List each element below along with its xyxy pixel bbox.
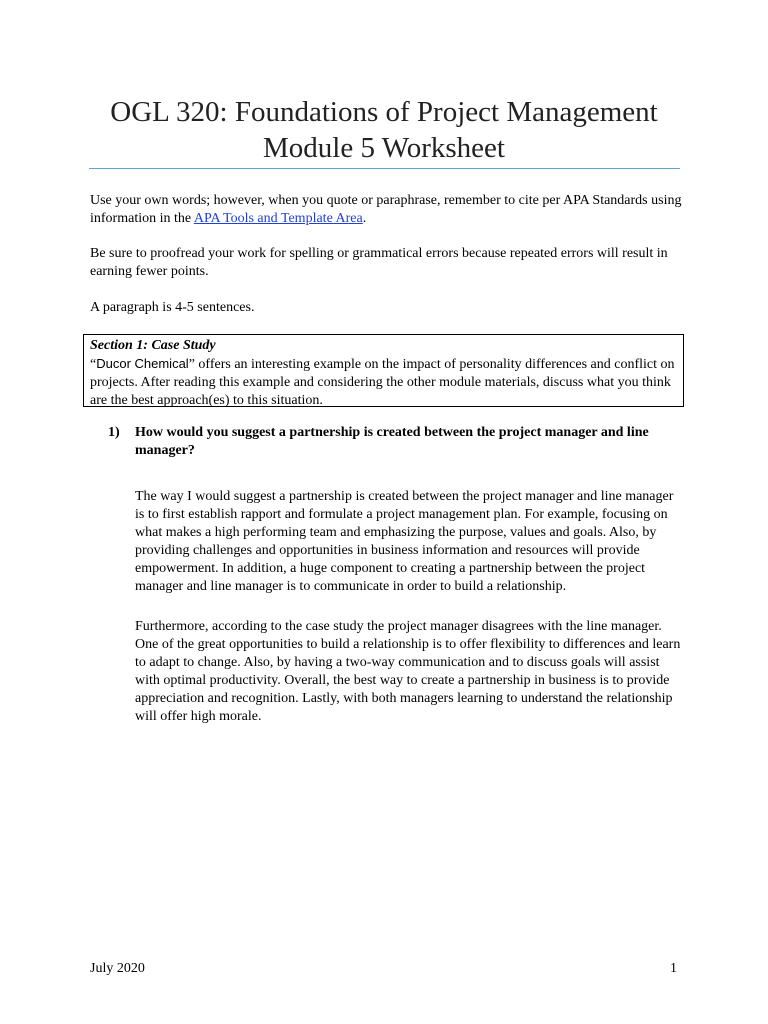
answer-1-paragraph-1: The way I would suggest a partnership is created between the project manager and line manager is to first establish rapport and formulate a project management plan. For example, focusing on what makes a high performing team and emphasizing the purpose, values and goals. Also, by providing challenges and opportunities in business information and resources will provide empowerment. In addition, a huge component to creating a partnership between the project manager and line manager is to communicate in order to build a relationship. bbox=[135, 489, 674, 594]
intro-paragraph-proofread: Be sure to proofread your work for spelling or grammatical errors because repeated errors will result in earning fewer points. bbox=[90, 246, 668, 279]
title-divider bbox=[89, 168, 680, 169]
intro-citation-period: . bbox=[362, 211, 367, 226]
question-1 bbox=[108, 424, 708, 460]
section1-case-study-box bbox=[83, 334, 684, 407]
case-name: Ducor Chemical bbox=[96, 356, 189, 371]
document-title: OGL 320: Foundations of Project Management bbox=[110, 96, 658, 128]
intro-citation-text: Use your own words; however, when you quote or paraphrase, remember to cite per APA Standards using information in the bbox=[90, 193, 682, 226]
section1-quote-open: “ bbox=[90, 357, 97, 372]
document-subtitle: Module 5 Worksheet bbox=[263, 132, 505, 164]
footer-page-number: 1 bbox=[670, 961, 677, 976]
intro-paragraph-length: A paragraph is 4-5 sentences. bbox=[90, 300, 255, 315]
question-1-number: 1) bbox=[108, 425, 120, 440]
intro-paragraph-citation bbox=[90, 192, 690, 228]
footer-date: July 2020 bbox=[90, 961, 145, 976]
section1-body bbox=[90, 355, 677, 410]
section1-heading: Section 1: Case Study bbox=[90, 338, 216, 353]
apa-tools-link[interactable]: APA Tools and Template Area bbox=[193, 211, 363, 226]
question-1-text: How would you suggest a partnership is created between the project manager and line manager? bbox=[135, 425, 649, 458]
section1-body-text: ” offers an interesting example on the impact of personality differences and conflict on projects. After reading this example and considering the other module materials, discuss what you think are the best approach(es) to this situation. bbox=[90, 357, 675, 408]
answer-1-paragraph-2: Furthermore, according to the case study the project manager disagrees with the line manager. One of the great opportunities to build a relationship is to offer flexibility to differences and learn to adapt to change. Also, by having a two-way communication and to discuss goals will assist with optimal productivity. Overall, the best way to create a partnership in business is to provide appreciation and recognition. Lastly, with both managers learning to understand the relationship will offer high morale. bbox=[135, 619, 681, 724]
